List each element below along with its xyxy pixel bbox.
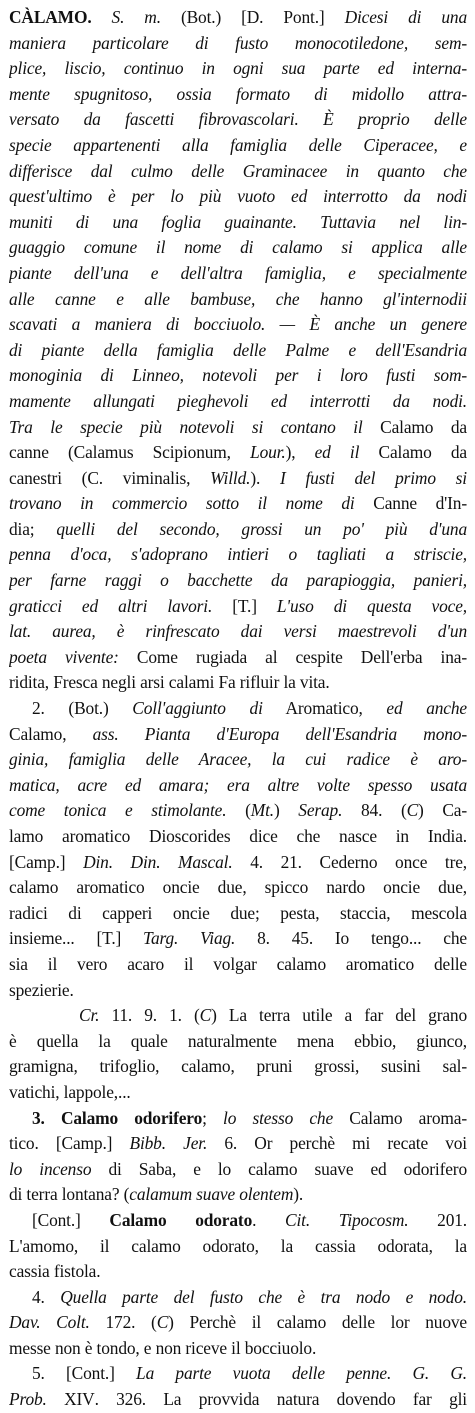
text-run: scavati a maniera di bocciuolo. — È anche un genere bbox=[9, 314, 467, 335]
text-line bbox=[9, 926, 467, 952]
text-run: 84. ( bbox=[342, 800, 407, 821]
text-run: [Camp.] bbox=[9, 851, 84, 872]
text-line bbox=[9, 1234, 467, 1260]
text-run: guaggio comune il nome di calamo si applica alle bbox=[9, 237, 467, 258]
text-line bbox=[9, 1106, 467, 1132]
text-run: quelli del secondo, grossi un po' più d'una bbox=[56, 518, 467, 539]
text-line bbox=[9, 338, 467, 364]
text-run: specie appartenenti alla famiglia delle Ciperacee, e bbox=[9, 134, 467, 155]
text-run: come tonica e stimolante. bbox=[9, 800, 227, 821]
text-run: piante dell'una e dell'altra famiglia, e specialmente bbox=[9, 262, 467, 283]
text-line bbox=[9, 261, 467, 287]
text-run: poeta vivente: bbox=[9, 646, 119, 667]
text-run: quest'ultimo è per lo più vuoto ed interrotto da nodi bbox=[9, 186, 467, 207]
text-line bbox=[9, 1029, 467, 1055]
text-line bbox=[9, 1285, 467, 1311]
text-run: 4. 21. Cederno once tre, bbox=[232, 851, 467, 872]
text-line bbox=[9, 31, 467, 57]
text-run: Prob. bbox=[9, 1389, 47, 1410]
text-run: C bbox=[156, 1312, 169, 1333]
text-line bbox=[9, 978, 467, 1004]
text-line bbox=[9, 773, 467, 799]
text-line bbox=[9, 491, 467, 517]
text-run: 4. bbox=[32, 1286, 61, 1307]
text-run: ). bbox=[293, 1184, 304, 1205]
text-run: Calamo da bbox=[359, 442, 467, 463]
text-line bbox=[9, 235, 467, 261]
text-line bbox=[9, 824, 467, 850]
text-run: 5. [Cont.] bbox=[32, 1363, 137, 1384]
text-run: Bibb. Jer. bbox=[129, 1133, 208, 1154]
text-run: canne (Calamus Scipionum, bbox=[9, 442, 251, 463]
text-run: Calamo aroma- bbox=[333, 1107, 467, 1128]
text-run bbox=[391, 1363, 412, 1383]
text-run: canestri (C. viminalis, bbox=[9, 467, 211, 488]
text-run: dia; bbox=[9, 518, 57, 539]
text-run: 8. 45. Io tengo... che bbox=[235, 928, 467, 949]
text-run: per farne raggi o bacchette da parapioggia, panieri, bbox=[9, 570, 467, 591]
text-run: differisce dal culmo delle Graminacee in quanto che bbox=[9, 160, 467, 181]
text-run: muniti di una foglia guainante. Tuttavia nel lin- bbox=[9, 211, 467, 232]
text-line bbox=[9, 1054, 467, 1080]
text-line bbox=[9, 1080, 467, 1106]
text-run: Coll'aggiunto di bbox=[132, 698, 263, 719]
text-run: ridita, Fresca negli arsi calami Fa rifluir la vita. bbox=[9, 672, 330, 693]
text-run: gramigna, trifoglio, calamo, pruni grossi, susini sal- bbox=[9, 1056, 467, 1077]
text-run: cassia fistola. bbox=[9, 1261, 101, 1282]
text-run: radici di capperi oncie due; pesta, staccia, mescola bbox=[9, 902, 467, 923]
text-run: . bbox=[252, 1209, 286, 1230]
text-run: calamum suave olentem bbox=[129, 1184, 294, 1205]
text-run: . 326. La provvida natura dovendo far gli bbox=[94, 1389, 467, 1410]
text-run: ) bbox=[273, 800, 299, 821]
text-line bbox=[9, 875, 467, 901]
text-run: graticci ed altri lavori. bbox=[9, 595, 213, 616]
text-run: messe non è tondo, e non riceve il bocciuolo. bbox=[9, 1337, 317, 1358]
text-run: di terra lontana? ( bbox=[9, 1184, 130, 1205]
text-run: 201. bbox=[408, 1209, 467, 1230]
text-line bbox=[9, 1259, 467, 1285]
text-run: lo incenso bbox=[9, 1158, 92, 1179]
text-run: insieme... [T.] bbox=[9, 928, 144, 949]
text-run: è quella la quale naturalmente mena ebbio, giunco, bbox=[9, 1030, 467, 1051]
text-run: S. m. bbox=[91, 7, 161, 27]
text-line bbox=[9, 594, 467, 620]
text-line bbox=[9, 287, 467, 313]
text-run: C bbox=[406, 800, 419, 821]
text-line bbox=[9, 1387, 467, 1413]
text-line bbox=[9, 1208, 467, 1234]
text-run: di Saba, e lo calamo suave ed odorifero bbox=[91, 1158, 467, 1179]
text-run: Canne d'In- bbox=[354, 493, 467, 514]
entry-calamo bbox=[9, 5, 467, 1413]
text-run: Willd. bbox=[210, 467, 251, 488]
text-run: C bbox=[199, 1005, 212, 1026]
text-run: Quella parte del fusto che è tra nodo e nodo. bbox=[60, 1286, 467, 1307]
text-run: CÀLAMO. bbox=[9, 7, 92, 27]
text-run: ) Ca- bbox=[418, 800, 467, 821]
text-run: 3. Calamo odorifero bbox=[32, 1107, 203, 1128]
text-line bbox=[9, 1182, 467, 1208]
text-run: 2. (Bot.) bbox=[32, 698, 133, 719]
text-run: alle canne e alle bambuse, che hanno gl'internodii bbox=[9, 288, 467, 309]
text-line bbox=[9, 1336, 467, 1362]
text-line bbox=[9, 722, 467, 748]
text-line bbox=[9, 107, 467, 133]
text-run: ed anche bbox=[386, 698, 467, 719]
text-run: tico. [Camp.] bbox=[9, 1133, 130, 1154]
text-line bbox=[9, 133, 467, 159]
text-run: lamo aromatico Dioscorides dice che nasce in India. bbox=[9, 826, 467, 846]
text-run: mente spugnitoso, ossia formato di midollo attra- bbox=[9, 83, 467, 104]
text-run: penna d'oca, s'adoprano intieri o tagliati a striscie, bbox=[9, 544, 467, 565]
text-run: Dicesi di una bbox=[344, 7, 467, 27]
text-run: di piante della famiglia delle Palme e dell'Esandria bbox=[9, 339, 467, 360]
text-line bbox=[9, 568, 467, 594]
text-run: ), bbox=[285, 442, 296, 463]
text-line bbox=[9, 517, 467, 543]
text-line bbox=[9, 850, 467, 876]
text-line bbox=[9, 56, 467, 82]
text-line bbox=[9, 440, 467, 466]
text-line bbox=[9, 159, 467, 185]
text-run: I fusti del primo si bbox=[280, 467, 467, 488]
text-run: Aromatico, bbox=[262, 698, 387, 719]
text-run: La parte vuota delle penne. bbox=[136, 1363, 392, 1384]
text-run: Targ. Viag. bbox=[143, 928, 236, 949]
text-line bbox=[9, 619, 467, 645]
text-run: maniera particolare di fusto monocotiledone, sem- bbox=[9, 32, 467, 53]
text-run: 11. 9. 1. ( bbox=[99, 1005, 200, 1026]
text-run: ginia, famiglia delle Aracee, la cui radice è aro- bbox=[9, 749, 467, 770]
text-line bbox=[9, 415, 467, 441]
text-line bbox=[9, 82, 467, 108]
text-run: ) La terra utile a far del grano bbox=[211, 1005, 467, 1026]
text-run: spezierie. bbox=[9, 979, 74, 1000]
text-run: Mt. bbox=[250, 800, 274, 821]
text-run: vatichi, lappole,... bbox=[9, 1081, 131, 1102]
text-line bbox=[9, 1131, 467, 1157]
text-line bbox=[9, 1310, 467, 1336]
text-run: calamo aromatico oncie due, spicco nardo oncie due, bbox=[9, 877, 467, 898]
text-run: sia il vero acaro il volgar calamo aromatico delle bbox=[9, 953, 467, 974]
text-run: Calamo, bbox=[9, 723, 93, 744]
text-line bbox=[9, 1361, 467, 1387]
text-run: lat. aurea, è rinfrescato dai versi maestrevoli d'un bbox=[9, 621, 467, 642]
text-run: ed il bbox=[295, 442, 360, 463]
text-run: L'amomo, il calamo odorato, la cassia odorata, la bbox=[9, 1235, 467, 1256]
text-line bbox=[9, 645, 467, 671]
text-run: ; bbox=[202, 1107, 224, 1128]
text-line bbox=[9, 542, 467, 568]
text-run: Cit. Tipocosm. bbox=[285, 1209, 409, 1230]
text-run: ) Perchè il calamo delle lor nuove bbox=[168, 1312, 467, 1333]
text-line bbox=[9, 952, 467, 978]
text-line bbox=[9, 798, 467, 824]
text-line bbox=[9, 5, 467, 31]
text-run: ). bbox=[250, 467, 280, 488]
text-line bbox=[9, 696, 467, 722]
text-line bbox=[9, 747, 467, 773]
text-run: 6. Or perchè mi recate voi bbox=[207, 1133, 467, 1154]
text-run: ass. Pianta d'Europa dell'Esandria mono- bbox=[92, 723, 467, 744]
text-run: [T.] bbox=[212, 595, 277, 616]
text-line bbox=[9, 312, 467, 338]
text-run: ( bbox=[226, 800, 251, 821]
text-run: Calamo da bbox=[362, 416, 467, 437]
text-run: (Bot.) [D. Pont.] bbox=[160, 7, 345, 27]
text-run: mamente allungati pieghevoli ed interrotti da nodi. bbox=[9, 390, 467, 411]
text-run: Calamo odorato bbox=[109, 1209, 253, 1230]
text-run: G. G. bbox=[412, 1363, 467, 1384]
text-run: Lour. bbox=[250, 442, 286, 463]
text-line bbox=[9, 901, 467, 927]
text-run: matica, acre ed amara; era altre volte spesso usata bbox=[9, 774, 467, 795]
text-run: plice, liscio, continuo in ogni sua parte ed interna- bbox=[9, 58, 467, 79]
text-run: 172. ( bbox=[89, 1312, 157, 1333]
text-line bbox=[9, 184, 467, 210]
text-run: Tra le specie più notevoli si contano il bbox=[9, 416, 363, 437]
text-run: XIV bbox=[46, 1389, 95, 1410]
text-run: L'uso di questa voce, bbox=[276, 595, 467, 616]
text-run: versato da fascetti fibrovascolari. È proprio delle bbox=[9, 109, 467, 130]
text-run: [Cont.] bbox=[32, 1209, 110, 1230]
text-line bbox=[9, 389, 467, 415]
text-run: Cr. bbox=[79, 1005, 100, 1026]
text-line bbox=[9, 1157, 467, 1183]
text-run: Serap. bbox=[298, 800, 343, 821]
text-run: lo stesso che bbox=[223, 1107, 334, 1128]
text-line bbox=[9, 466, 467, 492]
text-run: Come rugiada al cespite Dell'erba ina- bbox=[118, 646, 467, 667]
text-line bbox=[9, 1003, 467, 1029]
text-run: trovano in commercio sotto il nome di bbox=[9, 493, 355, 514]
text-run: Din. Din. Mascal. bbox=[83, 851, 233, 872]
text-run: Dav. Colt. bbox=[9, 1312, 90, 1333]
text-run: monoginia di Linneo, notevoli per i loro fusti som- bbox=[9, 365, 467, 386]
text-line bbox=[9, 210, 467, 236]
text-line bbox=[9, 363, 467, 389]
text-line bbox=[9, 670, 467, 696]
